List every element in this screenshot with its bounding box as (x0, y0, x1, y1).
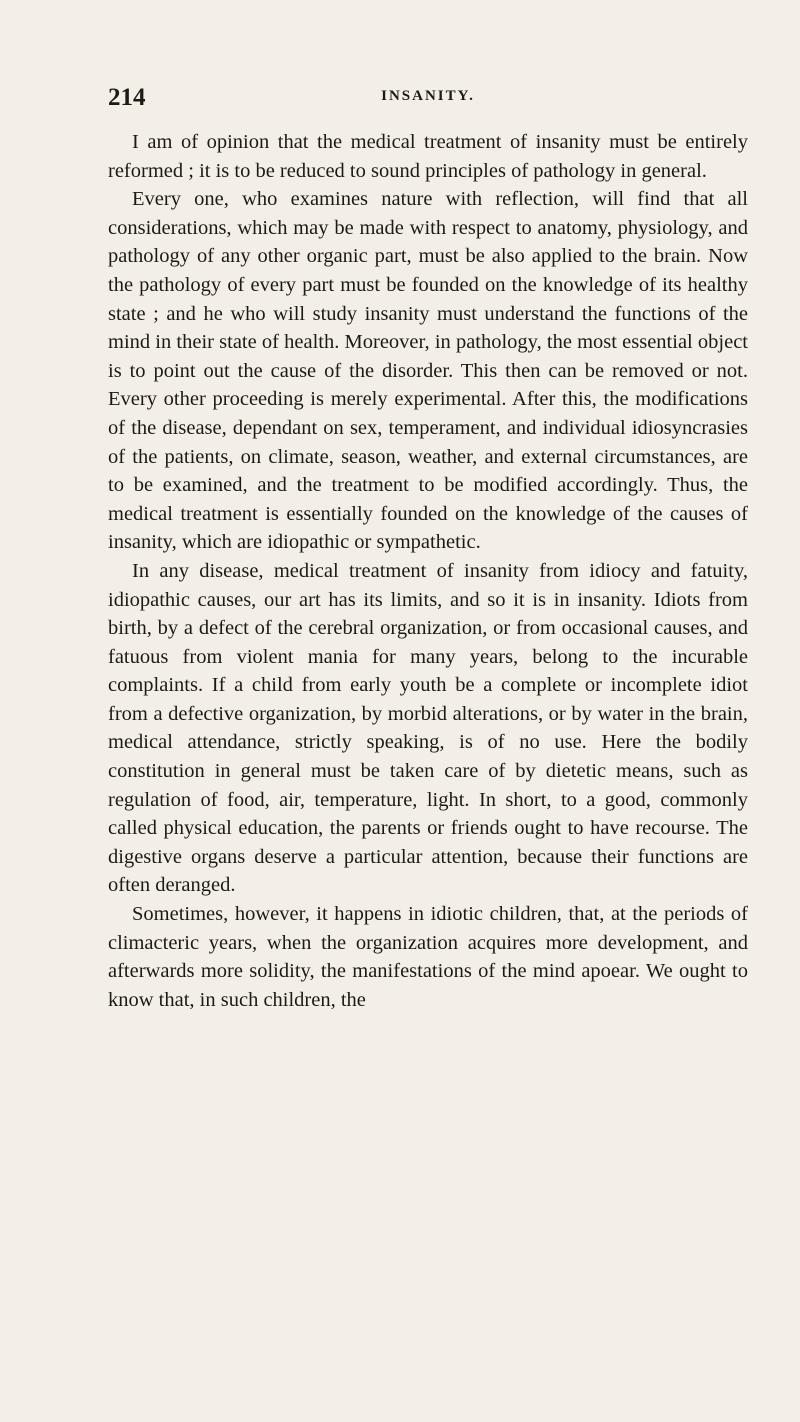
running-head: INSANITY. (381, 88, 475, 104)
paragraph-1: I am of opinion that the medical treatment of insanity must be entirely reformed ; it is to be reduced to sound principles of pathology in general. (108, 131, 748, 182)
paragraph-3: In any disease, medical treatment of insanity from idiocy and fatuity, idiopathic causes, our art has its limits, and so it is in insanity. Idiots from birth, by a defect of the cerebral organization, or from occasional causes, and fatuous from violent mania for many years, belong to the incurable complaints. If a child from early youth be a complete or incomplete idiot from a defective organization, by morbid alterations, or by water in the brain, medical attendance, strictly speaking, is of no use. Here the bodily constitution in general must be taken care of by dietetic means, such as regulation of food, air, temperature, light. In short, to a good, commonly called physical education, the parents or friends ought to have recourse. The digestive organs deserve a particular attention, because their functions are often deranged. (108, 559, 748, 897)
body-text (108, 128, 748, 1014)
paragraph-4: Sometimes, however, it happens in idiotic children, that, at the periods of climacteric years, when the organization acquires more development, and afterwards more solidity, the manifestations of the mind apoear. We ought to know that, in such children, the (108, 903, 748, 1011)
paragraph-2: Every one, who examines nature with reflection, will find that all considerations, which may be made with respect to anatomy, physiology, and pathology of any other organic part, must be also applied to the brain. Now the pathology of every part must be founded on the knowledge of its healthy state ; and he who will study insanity must understand the functions of the mind in their state of health. Moreover, in pathology, the most essential object is to point out the cause of the disorder. This then can be removed or not. Every other proceeding is merely experimental. After this, the modifications of the disease, dependant on sex, temperament, and individual idiosyncrasies of the patients, on climate, season, weather, and external circumstances, are to be examined, and the treatment to be modified accordingly. Thus, the medical treatment is essentially founded on the knowledge of the causes of insanity, which are idiopathic or sympathetic. (108, 188, 748, 554)
page-number: 214 (108, 84, 146, 111)
page-header (108, 84, 748, 114)
